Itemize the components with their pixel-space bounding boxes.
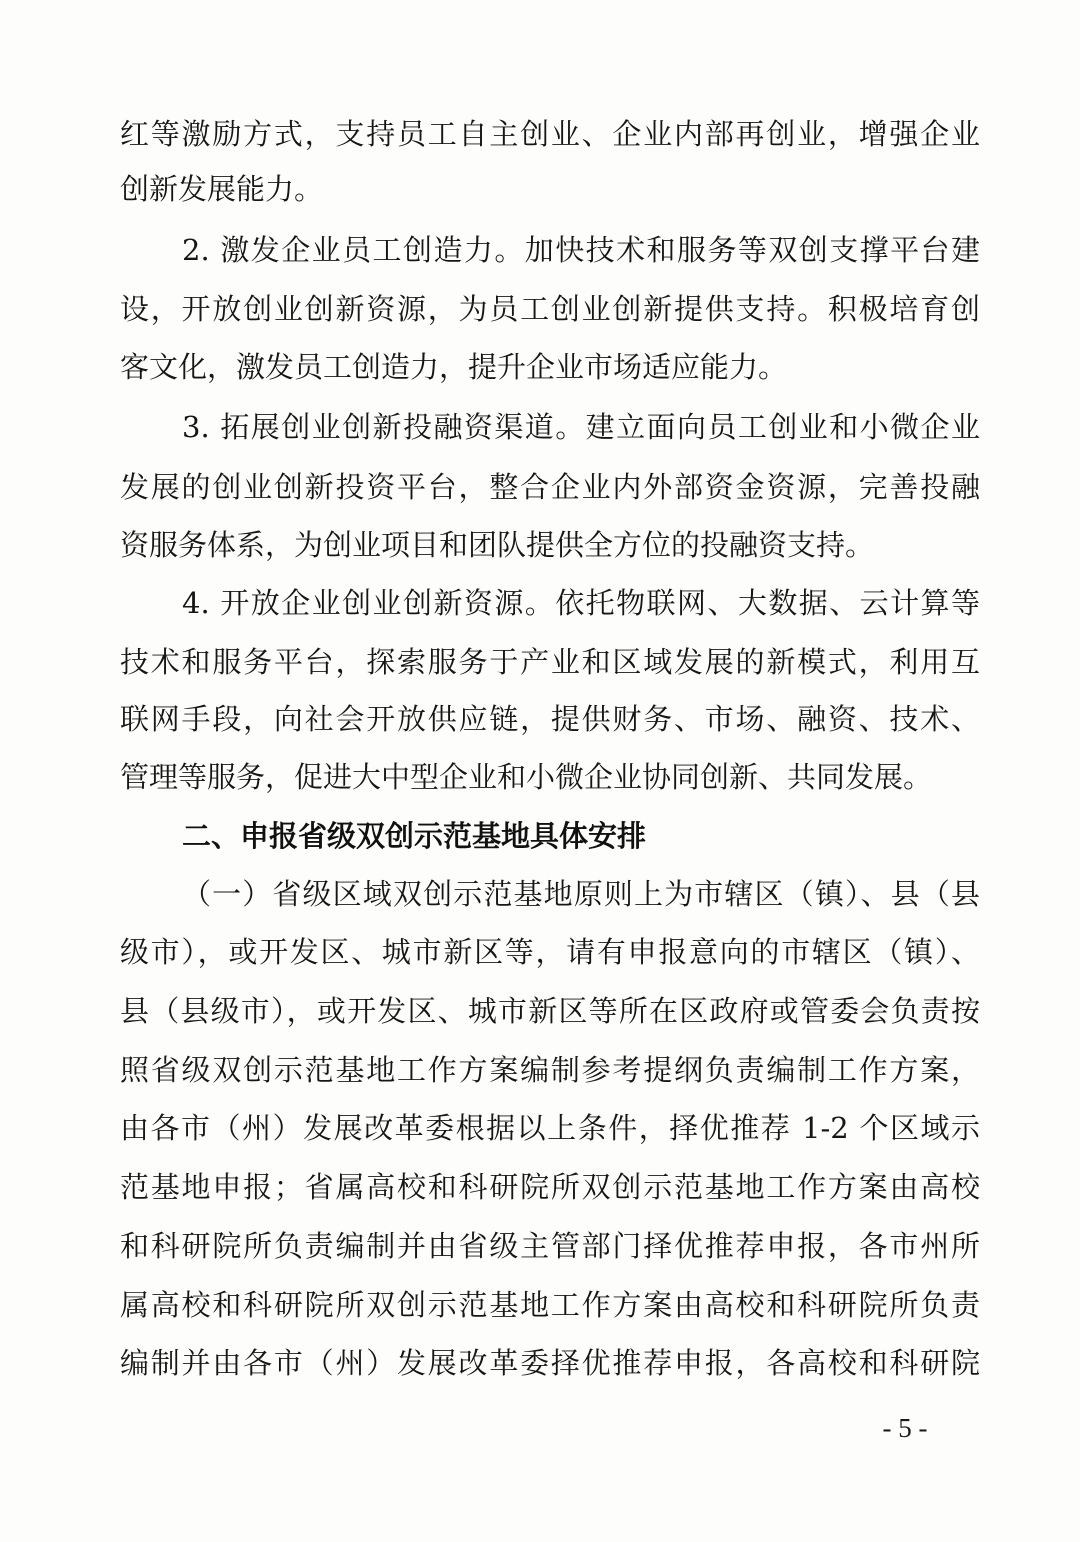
text-line: 创新发展能力。 bbox=[120, 172, 324, 206]
text-line: 和科研院所负责编制并由省级主管部门择优推荐申报，各市州所 bbox=[120, 1229, 980, 1263]
text-line: 发展的创业创新投资平台，整合企业内外部资金资源，完善投融 bbox=[120, 470, 980, 504]
page-number: - 5 - bbox=[882, 1413, 928, 1443]
text-line: 设，开放创业创新资源，为员工创业创新提供支持。积极培育创 bbox=[120, 292, 980, 326]
section-heading: 二、申报省级双创示范基地具体安排 bbox=[182, 819, 647, 853]
text-line: 资服务体系，为创业项目和团队提供全方位的投融资支持。 bbox=[120, 528, 875, 562]
text-line: 属高校和科研院所双创示范基地工作方案由高校和科研院所负责 bbox=[120, 1288, 980, 1322]
text-line: 4. 开放企业创业创新资源。依托物联网、大数据、云计算等 bbox=[182, 586, 980, 620]
text-line: 照省级双创示范基地工作方案编制参考提纲负责编制工作方案， bbox=[120, 1053, 980, 1087]
text-line: 技术和服务平台，探索服务于产业和区域发展的新模式，利用互 bbox=[120, 645, 980, 679]
text-line: 管理等服务，促进大中型企业和小微企业协同创新、共同发展。 bbox=[120, 760, 933, 794]
text-line: （一）省级区域双创示范基地原则上为市辖区（镇）、县（县 bbox=[182, 877, 980, 911]
text-line: 2. 激发企业员工创造力。加快技术和服务等双创支撑平台建 bbox=[182, 233, 980, 267]
text-line: 编制并由各市（州）发展改革委择优推荐申报，各高校和科研院 bbox=[120, 1346, 980, 1380]
text-line: 级市），或开发区、城市新区等，请有申报意向的市辖区（镇）、 bbox=[120, 935, 980, 969]
text-line: 红等激励方式，支持员工自主创业、企业内部再创业，增强企业 bbox=[120, 117, 980, 151]
text-line: 客文化，激发员工创造力，提升企业市场适应能力。 bbox=[120, 350, 788, 384]
text-line: 由各市（州）发展改革委根据以上条件，择优推荐 1-2 个区域示 bbox=[120, 1111, 980, 1145]
text-line: 3. 拓展创业创新投融资渠道。建立面向员工创业和小微企业 bbox=[182, 410, 980, 444]
text-line: 联网手段，向社会开放供应链，提供财务、市场、融资、技术、 bbox=[120, 702, 980, 736]
text-line: 县（县级市），或开发区、城市新区等所在区政府或管委会负责按 bbox=[120, 994, 980, 1028]
text-line: 范基地申报；省属高校和科研院所双创示范基地工作方案由高校 bbox=[120, 1170, 980, 1204]
